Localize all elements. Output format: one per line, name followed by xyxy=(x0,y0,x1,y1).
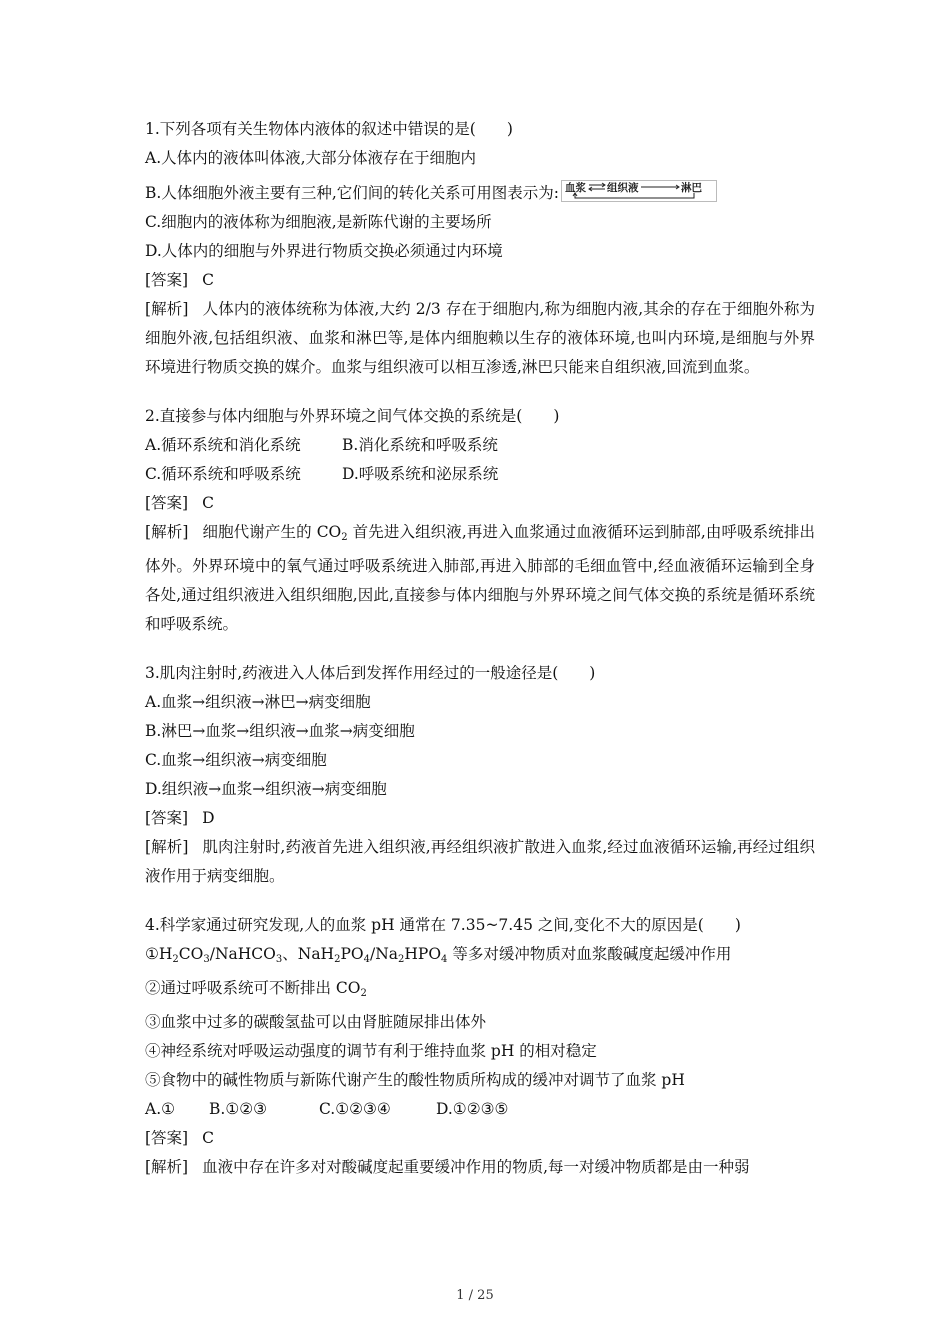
q4-answer: C xyxy=(202,1129,214,1147)
q3-stem: 3.肌肉注射时,药液进入人体后到发挥作用经过的一般途径是( ) xyxy=(145,664,596,682)
q4-option-a: A.① xyxy=(145,1100,176,1118)
q4-stem: 4.科学家通过研究发现,人的血浆 pH 通常在 7.35~7.45 之间,变化不大的原因是( ) xyxy=(145,916,741,934)
q1-option-a: A.人体内的液体叫体液,大部分体液存在于细胞内 xyxy=(145,149,477,167)
q1-option-d: D.人体内的细胞与外界进行物质交换必须通过内环境 xyxy=(145,242,503,260)
q1-stem: 1.下列各项有关生物体内液体的叙述中错误的是( ) xyxy=(145,120,513,138)
q1-analysis: 人体内的液体统称为体液,大约 2/3 存在于细胞内,称为细胞内液,其余的存在于细胞外称为细胞外液,包括组织液、血浆和淋巴等,是体内细胞赖以生存的液体环境,也叫内环境,是细胞与外界环境进行物质交换的媒介。血浆与组织液可以相互渗透,淋巴只能来自组织液,回流到血浆。 xyxy=(145,300,815,376)
q2-option-d: D.呼吸系统和泌尿系统 xyxy=(342,465,499,483)
q2-options-row-1 xyxy=(145,431,815,460)
answer-tag: [答案] xyxy=(145,809,189,827)
q4-option-d: D.①②③⑤ xyxy=(436,1100,509,1118)
q2-answer: C xyxy=(202,494,214,512)
q1-option-b-row xyxy=(145,179,815,208)
q2-analysis-post: 首先进入组织液,再进入血浆通过血液循环运到肺部,由呼吸系统排出体外。外界环境中的氧气通过呼吸系统进入肺部,再进入肺部的毛细血管中,经血液循环运输到全身各处,通过组织液进入组织细胞,因此,直接参与体内细胞与外界环境之间气体交换的系统是循环系统和呼吸系统。 xyxy=(145,523,815,633)
q2-stem: 2.直接参与体内细胞与外界环境之间气体交换的系统是( ) xyxy=(145,407,560,425)
q4-options-row xyxy=(145,1095,815,1124)
q3-option-d: D.组织液→血浆→组织液→病变细胞 xyxy=(145,780,387,798)
q1-option-b: B.人体细胞外液主要有三种,它们间的转化关系可用图表示为: xyxy=(145,184,559,202)
q4-option-c: C.①②③④ xyxy=(319,1100,391,1118)
q2-option-c: C.循环系统和呼吸系统 xyxy=(145,465,301,483)
answer-tag: [答案] xyxy=(145,494,189,512)
q4-statement-4: ④神经系统对呼吸运动强度的调节有利于维持血浆 pH 的相对稳定 xyxy=(145,1042,597,1060)
q4-answer-row xyxy=(145,1124,815,1153)
answer-tag: [答案] xyxy=(145,1129,189,1147)
q4-option-b: B.①②③ xyxy=(209,1100,268,1118)
q4-statement-3: ③血浆中过多的碳酸氢盐可以由肾脏随尿排出体外 xyxy=(145,1013,487,1031)
q3-option-a: A.血浆→组织液→淋巴→病变细胞 xyxy=(145,693,371,711)
q4-analysis-row xyxy=(145,1153,815,1182)
diagram-node-lymph: 淋巴 xyxy=(680,182,702,194)
q3-option-b: B.淋巴→血浆→组织液→血浆→病变细胞 xyxy=(145,722,415,740)
q2-analysis-pre: 细胞代谢产生的 CO xyxy=(202,523,342,541)
diagram-node-plasma: 血浆 xyxy=(564,182,586,194)
q2-option-a: A.循环系统和消化系统 xyxy=(145,436,301,454)
q1-answer-row xyxy=(145,266,815,295)
q2-option-b: B.消化系统和呼吸系统 xyxy=(342,436,498,454)
q3-answer-row xyxy=(145,804,815,833)
q2-analysis-sub: 2 xyxy=(341,532,348,543)
q3-analysis-row xyxy=(145,833,815,891)
analysis-tag: [解析] xyxy=(145,1158,189,1176)
q2-options-row-2 xyxy=(145,460,815,489)
analysis-tag: [解析] xyxy=(145,523,189,541)
analysis-tag: [解析] xyxy=(145,300,189,318)
q4-statement-5: ⑤食物中的碱性物质与新陈代谢产生的酸性物质所构成的缓冲对调节了血浆 pH xyxy=(145,1071,685,1089)
q3-answer: D xyxy=(202,809,215,827)
document-page xyxy=(145,115,815,1182)
q3-analysis: 肌肉注射时,药液首先进入组织液,再经组织液扩散进入血浆,经过血液循环运输,再经过组织液作用于病变细胞。 xyxy=(145,838,815,885)
q4-statement-1: $①H_2CO_3/NaHCO_3$、$NaH_2PO_4/Na_2HPO_4$ 等多对缓冲物质对血浆酸碱度起缓冲作用 xyxy=(145,945,732,965)
q4-analysis: 血液中存在许多对对酸碱度起重要缓冲作用的物质,每一对缓冲物质都是由一种弱 xyxy=(202,1158,750,1176)
q3-option-c: C.血浆→组织液→病变细胞 xyxy=(145,751,327,769)
analysis-tag: [解析] xyxy=(145,838,189,856)
page-number: 1 / 25 xyxy=(456,1288,494,1303)
fluid-relation-diagram xyxy=(561,180,717,202)
q2-analysis-row xyxy=(145,518,815,639)
diagram-node-tissue-fluid: 组织液 xyxy=(606,182,639,194)
answer-tag: [答案] xyxy=(145,271,189,289)
q1-answer: C xyxy=(202,271,214,289)
q4-statement-2: ②通过呼吸系统可不断排出 $CO_2$ xyxy=(145,979,367,999)
q1-analysis-row xyxy=(145,295,815,382)
q2-answer-row xyxy=(145,489,815,518)
q1-option-c: C.细胞内的液体称为细胞液,是新陈代谢的主要场所 xyxy=(145,213,492,231)
